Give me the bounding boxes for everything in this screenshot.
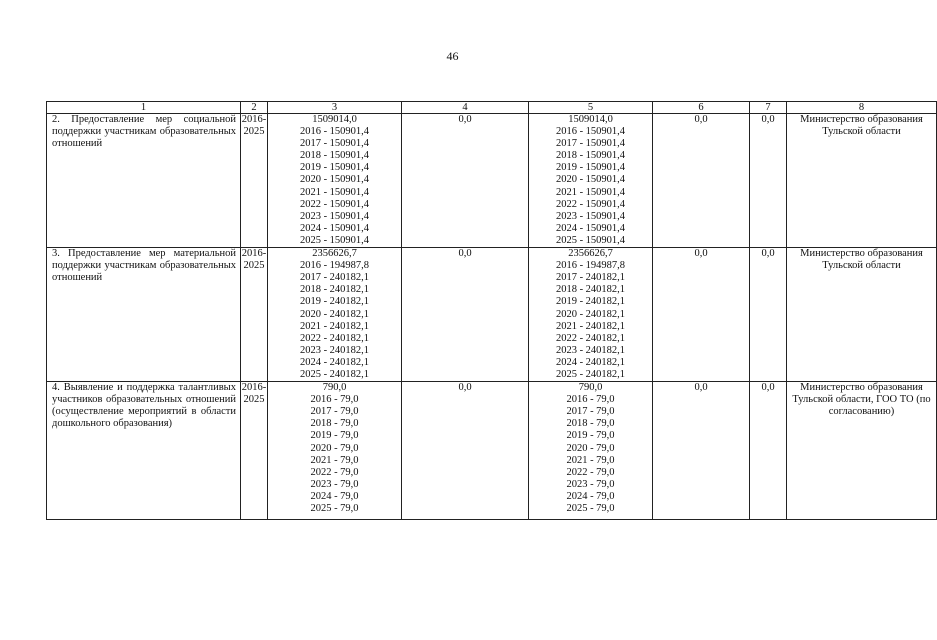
funding-value: 2021 - 79,0 <box>310 454 359 466</box>
header-col-1: 1 <box>47 102 241 114</box>
col7-cell: 0,0 <box>750 248 787 382</box>
funding-value: 2020 - 240182,1 <box>299 308 370 320</box>
funding-value: 2017 - 79,0 <box>566 406 615 418</box>
funding-value: 2025 - 79,0 <box>566 503 615 514</box>
funding-value: 2020 - 79,0 <box>310 442 359 454</box>
col6-cell: 0,0 <box>653 382 750 520</box>
funding-value: 2018 - 150901,4 <box>299 150 370 162</box>
col6-cell: 0,0 <box>653 248 750 382</box>
funding-value: 2023 - 79,0 <box>566 478 615 490</box>
period-cell: 2016-2025 <box>241 248 268 382</box>
funding-value: 2016 - 194987,8 <box>555 260 626 272</box>
col5-cell <box>529 382 653 520</box>
funding-value: 2022 - 150901,4 <box>555 198 626 210</box>
col4-cell: 0,0 <box>402 114 529 248</box>
table-row <box>47 382 937 520</box>
total-funding-cell <box>268 114 402 248</box>
total-funding-cell <box>268 382 402 520</box>
funding-value: 2023 - 240182,1 <box>299 344 370 356</box>
funding-value: 2016 - 194987,8 <box>299 260 370 272</box>
funding-value: 2022 - 150901,4 <box>299 198 370 210</box>
funding-value: 2019 - 150901,4 <box>555 162 626 174</box>
col7-cell: 0,0 <box>750 114 787 248</box>
funding-value: 2022 - 79,0 <box>310 466 359 478</box>
funding-value: 2022 - 240182,1 <box>299 332 370 344</box>
activity-name-cell: 3. Предоставление мер материальной поддержки участникам образовательных отношений <box>47 248 241 382</box>
funding-value: 2023 - 150901,4 <box>555 210 626 222</box>
funding-value: 790,0 <box>322 382 347 394</box>
funding-value: 2356626,7 <box>568 248 613 260</box>
funding-value: 2024 - 79,0 <box>310 490 359 502</box>
funding-value: 2356626,7 <box>312 248 357 260</box>
funding-value: 2018 - 79,0 <box>566 418 615 430</box>
funding-value: 2023 - 79,0 <box>310 478 359 490</box>
funding-value: 2025 - 150901,4 <box>299 234 370 246</box>
funding-value: 2019 - 240182,1 <box>299 296 370 308</box>
program-activities-table <box>46 101 937 520</box>
table-row <box>47 114 937 248</box>
funding-value: 2025 - 150901,4 <box>555 234 626 246</box>
funding-value: 2025 - 79,0 <box>310 503 359 514</box>
col5-cell <box>529 114 653 248</box>
total-funding-cell <box>268 248 402 382</box>
table-header-row <box>47 102 937 114</box>
funding-value: 2025 - 240182,1 <box>299 368 370 380</box>
funding-value: 2022 - 240182,1 <box>555 332 626 344</box>
header-col-3: 3 <box>268 102 402 114</box>
funding-value: 2021 - 79,0 <box>566 454 615 466</box>
funding-value: 2020 - 240182,1 <box>555 308 626 320</box>
funding-value: 2016 - 150901,4 <box>555 126 626 138</box>
funding-value: 790,0 <box>578 382 603 394</box>
funding-value: 2024 - 150901,4 <box>299 222 370 234</box>
header-col-7: 7 <box>750 102 787 114</box>
funding-value: 2019 - 240182,1 <box>555 296 626 308</box>
executor-cell: Министерство образования Тульской области, ГОО ТО (по согласованию) <box>787 382 937 520</box>
funding-value: 2018 - 240182,1 <box>299 284 370 296</box>
col7-cell: 0,0 <box>750 382 787 520</box>
activity-name-cell: 2. Предоставление мер социальной поддержки участникам образовательных отношений <box>47 114 241 248</box>
period-cell: 2016-2025 <box>241 382 268 520</box>
funding-value: 2024 - 79,0 <box>566 490 615 502</box>
funding-value: 2024 - 150901,4 <box>555 222 626 234</box>
period-cell: 2016-2025 <box>241 114 268 248</box>
header-col-5: 5 <box>529 102 653 114</box>
funding-value: 2017 - 79,0 <box>310 406 359 418</box>
funding-value: 2024 - 240182,1 <box>299 356 370 368</box>
executor-cell: Министерство образования Тульской области <box>787 248 937 382</box>
funding-value: 2025 - 240182,1 <box>555 368 626 380</box>
funding-value: 2017 - 150901,4 <box>299 138 370 150</box>
header-col-8: 8 <box>787 102 937 114</box>
header-col-6: 6 <box>653 102 750 114</box>
funding-value: 2023 - 150901,4 <box>299 210 370 222</box>
col4-cell: 0,0 <box>402 382 529 520</box>
funding-value: 2020 - 79,0 <box>566 442 615 454</box>
col6-cell: 0,0 <box>653 114 750 248</box>
funding-value: 2021 - 150901,4 <box>299 186 370 198</box>
funding-value: 2018 - 150901,4 <box>555 150 626 162</box>
header-col-2: 2 <box>241 102 268 114</box>
funding-value: 2016 - 79,0 <box>310 394 359 406</box>
funding-value: 2016 - 79,0 <box>566 394 615 406</box>
table-row <box>47 248 937 382</box>
funding-value: 2017 - 240182,1 <box>299 272 370 284</box>
funding-value: 1509014,0 <box>312 114 357 125</box>
funding-value: 2021 - 150901,4 <box>555 186 626 198</box>
funding-value: 2016 - 150901,4 <box>299 126 370 138</box>
funding-value: 2018 - 79,0 <box>310 418 359 430</box>
funding-value: 2024 - 240182,1 <box>555 356 626 368</box>
activity-name-cell: 4. Выявление и поддержка талантливых участников образовательных отношений (осуществление мероприятий в области дошкольного образования) <box>47 382 241 520</box>
funding-value: 2019 - 79,0 <box>566 430 615 442</box>
funding-value: 1509014,0 <box>568 114 613 125</box>
funding-value: 2017 - 240182,1 <box>555 272 626 284</box>
funding-value: 2019 - 79,0 <box>310 430 359 442</box>
funding-value: 2018 - 240182,1 <box>555 284 626 296</box>
funding-value: 2020 - 150901,4 <box>299 174 370 186</box>
executor-cell: Министерство образования Тульской области <box>787 114 937 248</box>
funding-value: 2020 - 150901,4 <box>555 174 626 186</box>
funding-value: 2019 - 150901,4 <box>299 162 370 174</box>
page-number: 46 <box>446 49 459 63</box>
header-col-4: 4 <box>402 102 529 114</box>
funding-value: 2022 - 79,0 <box>566 466 615 478</box>
col4-cell: 0,0 <box>402 248 529 382</box>
funding-value: 2017 - 150901,4 <box>555 138 626 150</box>
col5-cell <box>529 248 653 382</box>
funding-value: 2021 - 240182,1 <box>299 320 370 332</box>
funding-value: 2021 - 240182,1 <box>555 320 626 332</box>
funding-value: 2023 - 240182,1 <box>555 344 626 356</box>
